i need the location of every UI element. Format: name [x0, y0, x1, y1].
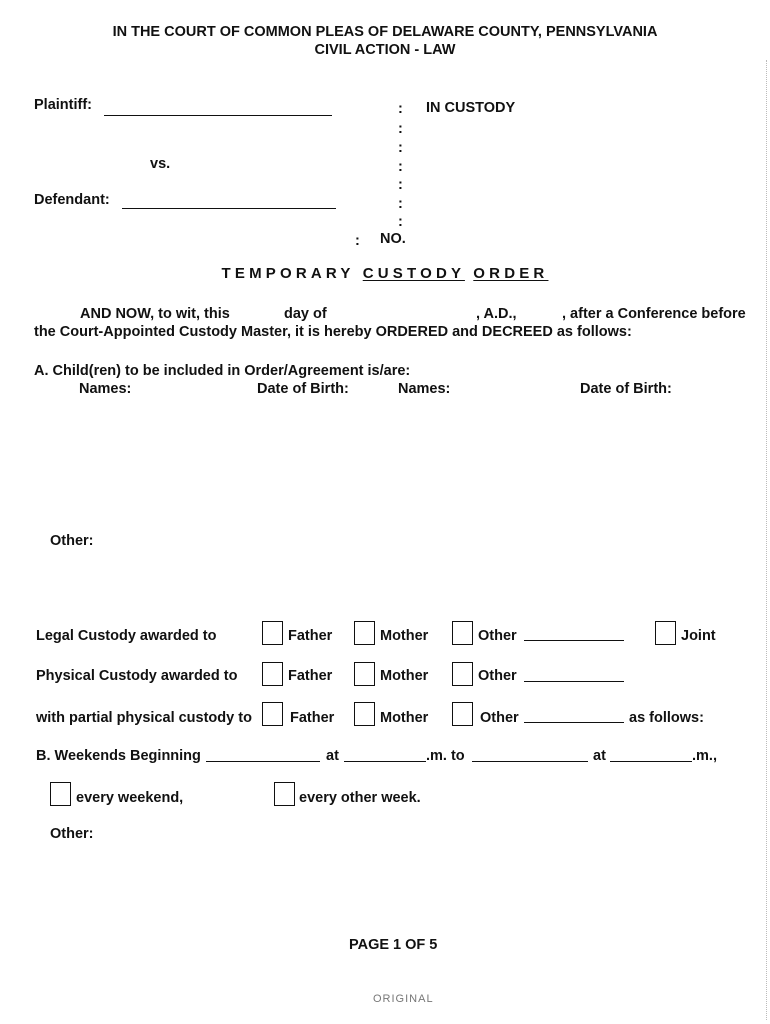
partial-father-label: Father — [290, 710, 335, 726]
legal-mother-label: Mother — [380, 628, 429, 644]
page-number: PAGE 1 OF 5 — [349, 937, 438, 953]
legal-joint-checkbox[interactable] — [655, 621, 676, 645]
physical-custody-label: Physical Custody awarded to — [36, 668, 238, 684]
weekend-m-to-label: .m. to — [426, 748, 465, 764]
section-a-heading: A. Child(ren) to be included in Order/Agreement is/are: — [34, 363, 411, 379]
intro-after-conference: , after a Conference before — [562, 306, 746, 322]
legal-other-label: Other — [478, 628, 517, 644]
partial-other-label: Other — [480, 710, 519, 726]
caption-colon: : — [398, 177, 403, 193]
in-custody-label: IN CUSTODY — [426, 100, 516, 116]
partial-mother-label: Mother — [380, 710, 429, 726]
physical-father-checkbox[interactable] — [262, 662, 283, 686]
legal-joint-label: Joint — [681, 628, 716, 644]
weekend-end-day-field[interactable] — [472, 761, 588, 762]
weekend-start-day-field[interactable] — [206, 761, 320, 762]
scan-edge — [765, 60, 767, 1020]
every-other-week-checkbox[interactable] — [274, 782, 295, 806]
partial-other-field[interactable] — [524, 722, 624, 723]
title-word-order: ORDER — [473, 265, 549, 282]
caption-colon: : — [398, 121, 403, 137]
case-number-label: NO. — [380, 231, 406, 247]
title-word-temporary: TEMPORARY — [221, 265, 355, 282]
caption-colon: : — [398, 159, 403, 175]
plaintiff-field[interactable] — [104, 115, 332, 116]
caption-colon: : — [398, 196, 403, 212]
weekend-start-time-field[interactable] — [344, 761, 426, 762]
caption-colon: : — [398, 214, 403, 230]
legal-custody-label: Legal Custody awarded to — [36, 628, 217, 644]
intro-ad: , A.D., — [476, 306, 517, 322]
weekend-m-end-label: .m., — [692, 748, 717, 764]
intro-and-now: AND NOW, to wit, this — [80, 306, 230, 322]
physical-mother-label: Mother — [380, 668, 429, 684]
intro-day-of: day of — [284, 306, 327, 322]
court-heading: IN THE COURT OF COMMON PLEAS OF DELAWARE COUNTY, PENNSYLVANIA — [112, 24, 658, 40]
names-header-2: Names: — [398, 381, 451, 397]
caption-colon: : — [398, 140, 403, 156]
vs-label: vs. — [150, 156, 171, 172]
physical-other-label: Other — [478, 668, 517, 684]
section-b-other-label: Other: — [50, 826, 94, 842]
caption-colon: : — [355, 233, 360, 249]
weekend-at-label-1: at — [326, 748, 339, 764]
weekend-end-time-field[interactable] — [610, 761, 692, 762]
as-follows-label: as follows: — [629, 710, 704, 726]
weekends-label: B. Weekends Beginning — [36, 748, 201, 764]
physical-father-label: Father — [288, 668, 333, 684]
partial-father-checkbox[interactable] — [262, 702, 283, 726]
plaintiff-label: Plaintiff: — [34, 97, 92, 113]
legal-other-field[interactable] — [524, 640, 624, 641]
partial-custody-label: with partial physical custody to — [36, 710, 252, 726]
caption-colon: : — [398, 101, 403, 117]
every-weekend-checkbox[interactable] — [50, 782, 71, 806]
dob-header-1: Date of Birth: — [257, 381, 349, 397]
legal-father-label: Father — [288, 628, 333, 644]
original-stamp: ORIGINAL — [373, 993, 434, 1005]
physical-other-checkbox[interactable] — [452, 662, 473, 686]
section-a-other-label: Other: — [50, 533, 94, 549]
legal-mother-checkbox[interactable] — [354, 621, 375, 645]
physical-other-field[interactable] — [524, 681, 624, 682]
intro-line-2: the Court-Appointed Custody Master, it is hereby ORDERED and DECREED as follows: — [34, 324, 632, 340]
title-word-custody: CUSTODY — [362, 265, 465, 282]
every-weekend-label: every weekend, — [76, 790, 184, 806]
defendant-label: Defendant: — [34, 192, 110, 208]
court-subheading: CIVIL ACTION - LAW — [314, 42, 456, 58]
legal-father-checkbox[interactable] — [262, 621, 283, 645]
dob-header-2: Date of Birth: — [580, 381, 672, 397]
document-title — [0, 265, 770, 282]
partial-mother-checkbox[interactable] — [354, 702, 375, 726]
physical-mother-checkbox[interactable] — [354, 662, 375, 686]
partial-other-checkbox[interactable] — [452, 702, 473, 726]
names-header-1: Names: — [79, 381, 132, 397]
weekend-at-label-2: at — [593, 748, 606, 764]
legal-other-checkbox[interactable] — [452, 621, 473, 645]
every-other-week-label: every other week. — [299, 790, 421, 806]
defendant-field[interactable] — [122, 208, 336, 209]
